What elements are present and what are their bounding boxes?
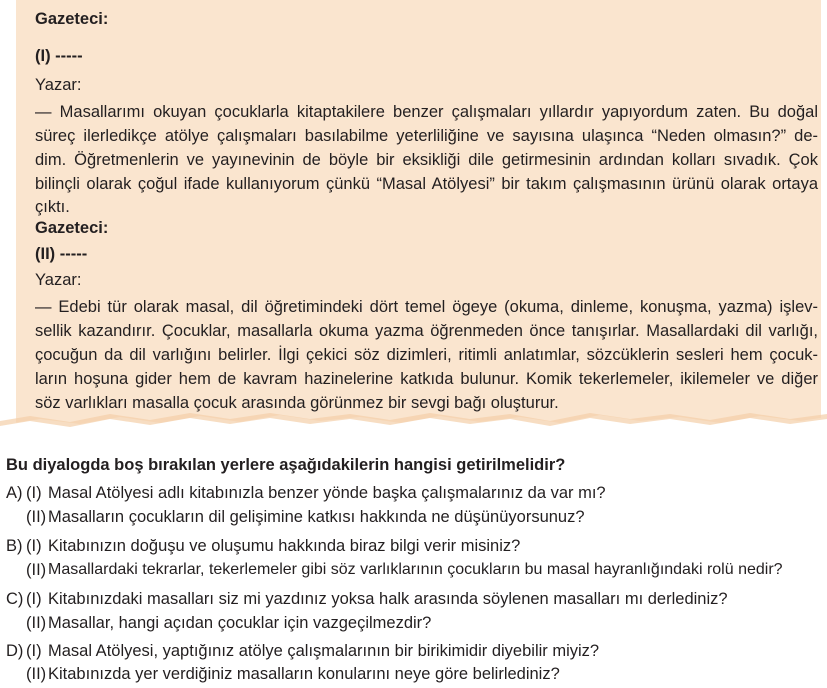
option-c-i-marker: (I) [26, 590, 42, 608]
option-a-ii-marker: (II) [26, 508, 47, 526]
option-d-i-text: Masal Atölyesi, yaptığınız atölye çalışmalarının bir birikimidir diyebilir miyiz? [48, 642, 600, 660]
option-a-letter[interactable]: A) [6, 484, 23, 502]
answer-2-line-5: söz varlıkları masalla çocuk arasında görünmez bir sevgi bağı oluşturur. [35, 394, 559, 412]
answer-1-line-5: çıktı. [35, 198, 70, 216]
answer-1-line-1: — Masallarımı okuyan çocuklarla kitaptakilere benzer çalışmaları yıllardır yapıyordum zaten. Bu doğal [35, 103, 818, 121]
option-a-ii-text: Masalların çocukların dil gelişimine katkısı hakkında ne düşünüyorsunuz? [48, 508, 585, 526]
answer-2-line-3: çocuğun da dil varlığını belirler. İlgi çekici söz dizimleri, ritimli anlatımlar, sözcüklerin sesleri hem çocuk- [35, 346, 818, 364]
answer-1-line-2: süreç ilerledikçe atölye çalışmaları basılabilme yeterliliğine ve sayısına ulaşınca “Neden olmasın?” de- [35, 127, 818, 145]
option-d-letter[interactable]: D) [6, 642, 24, 660]
option-b-ii-text: Masallardaki tekrarlar, tekerlemeler gibi söz varlıklarının çocukların bu masal hayranlığındaki rolü nedir? [48, 561, 783, 578]
option-d-ii-text: Kitabınızda yer verdiğiniz masalların konularını neye göre belirlediniz? [48, 665, 560, 683]
option-d-i-marker: (I) [26, 642, 42, 660]
option-a-i-text: Masal Atölyesi adlı kitabınızla benzer yönde başka çalışmalarınız da var mı? [48, 484, 606, 502]
option-d-ii-marker: (II) [26, 665, 47, 683]
option-a-i-marker: (I) [26, 484, 42, 502]
speaker-author-1: Yazar: [35, 76, 82, 94]
answer-2-line-2: sellik kazandırır. Çocuklar, masallarla okuma yazma öğrenmeden önce tanışırlar. Masallardaki dil varlığı, [35, 322, 818, 340]
blank-1: (I) ----- [35, 47, 83, 65]
option-b-ii-marker: (II) [26, 561, 47, 579]
option-c-ii-text: Masallar, hangi açıdan çocuklar için vazgeçilmezdir? [48, 614, 432, 632]
option-b-i-text: Kitabınızın doğuşu ve oluşumu hakkında biraz bilgi verir misiniz? [48, 537, 521, 555]
speaker-journalist-1: Gazeteci: [35, 10, 109, 28]
speaker-journalist-2: Gazeteci: [35, 219, 109, 237]
question-stem: Bu diyalogda boş bırakılan yerlere aşağıdakilerin hangisi getirilmelidir? [6, 456, 566, 474]
option-b-i-marker: (I) [26, 537, 42, 555]
option-c-i-text: Kitabınızdaki masalları siz mi yazdınız yoksa halk arasında söylenen masalları mı derlediniz? [48, 590, 728, 608]
option-b-letter[interactable]: B) [6, 537, 23, 555]
option-c-letter[interactable]: C) [6, 590, 24, 608]
answer-1-line-3: dim. Öğretmenlerin ve yayınevinin de böyle bir eksikliği dile getirmesinin ardından kolları sıvadık. Çok [35, 151, 818, 169]
answer-2-line-4: ların hoşuna gider hem de kavram hazinelerine katkıda bulunur. Komik tekerlemeler, ikilemeler ve diğer [35, 370, 818, 388]
option-c-ii-marker: (II) [26, 614, 47, 632]
speaker-author-2: Yazar: [35, 271, 82, 289]
blank-2: (II) ----- [35, 245, 88, 263]
answer-1-line-4: bilinçli olarak çoğul ifade kullanıyorum çünkü “Masal Atölyesi” bir takım çalışmasının ürünü olarak ortaya [35, 175, 818, 193]
answer-2-line-1: — Edebi tür olarak masal, dil öğretimindeki dört temel ögeye (okuma, dinleme, konuşma, yazma) işlev- [35, 298, 818, 316]
